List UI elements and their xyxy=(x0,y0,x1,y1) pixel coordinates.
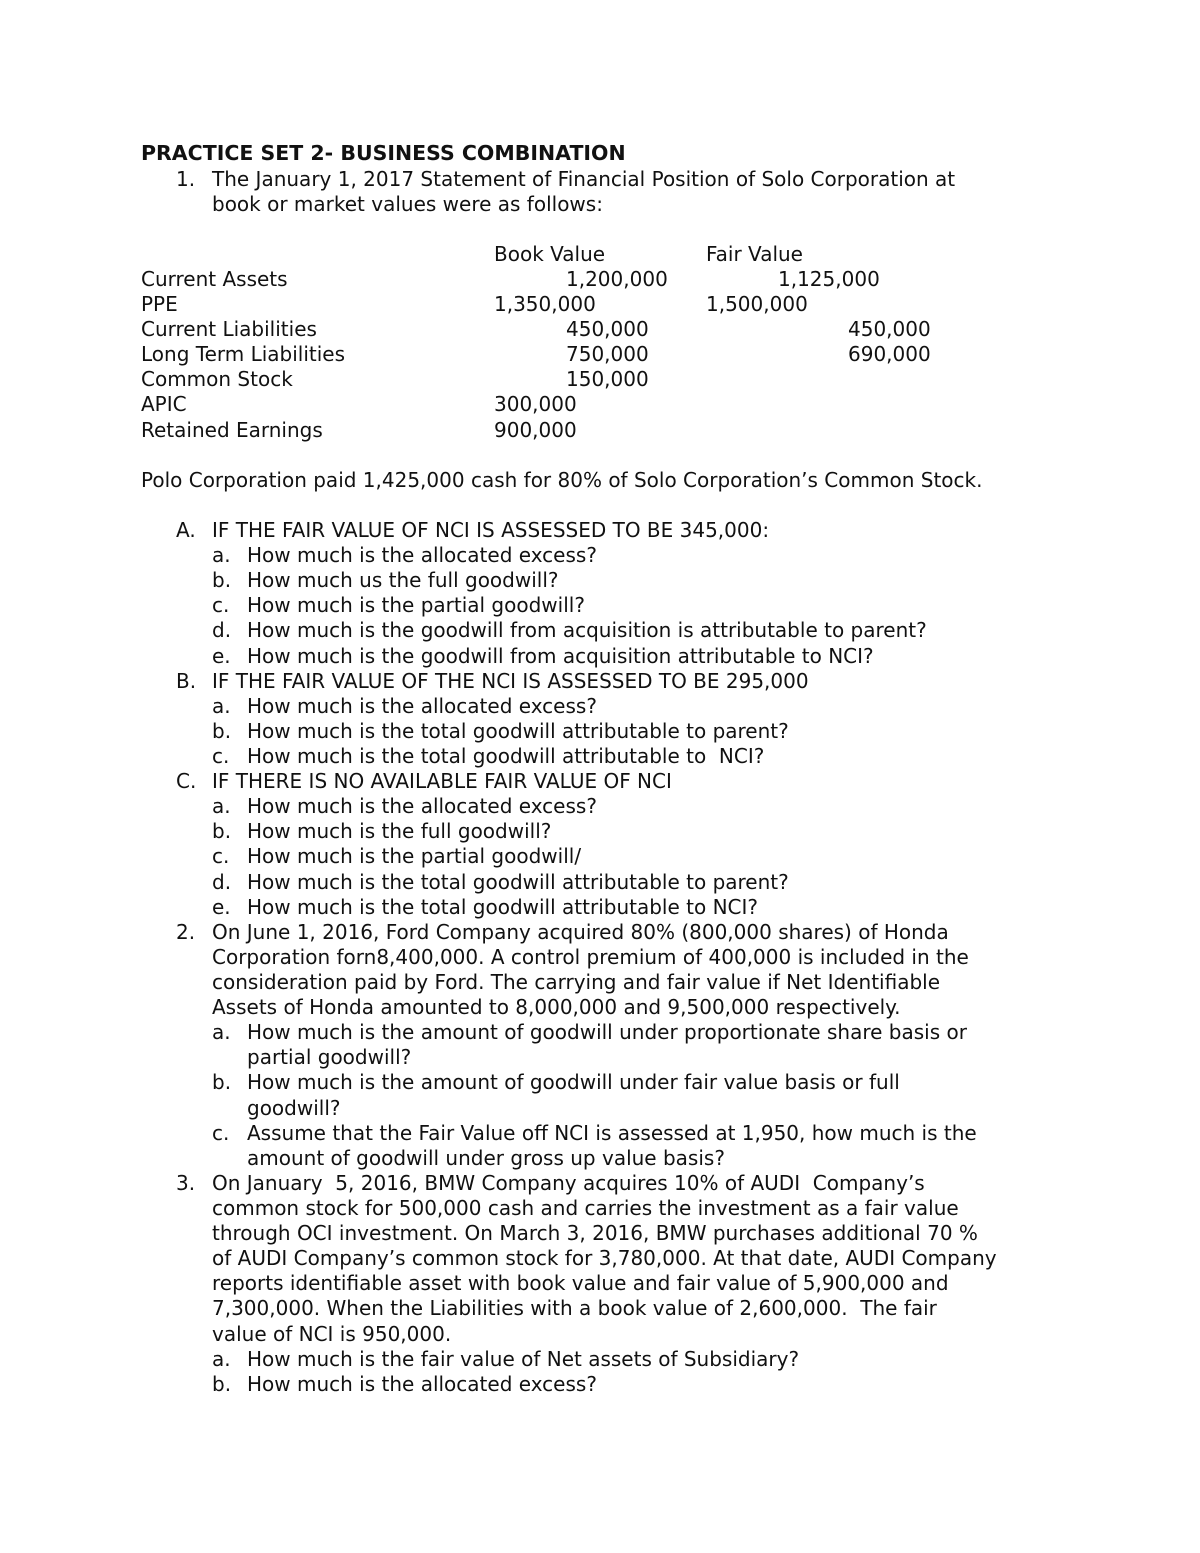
q1-text-line2: book or market values were as follows: xyxy=(212,192,603,216)
list-marker: c. xyxy=(212,593,230,617)
list-item-continued: goodwill? xyxy=(247,1096,341,1120)
list-marker: b. xyxy=(212,719,232,743)
table-row-label: Long Term Liabilities xyxy=(141,342,346,366)
part-a-letter: A. xyxy=(176,518,196,542)
table-header-book-value: Book Value xyxy=(494,242,606,266)
list-item: How much is the goodwill from acquisition attributable to NCI? xyxy=(247,644,874,668)
q3-text-line: 7,300,000. When the Liabilities with a book value of 2,600,000. The fair xyxy=(212,1296,937,1320)
table-cell-book: 150,000 xyxy=(566,367,649,391)
list-item: How much is the full goodwill? xyxy=(247,819,552,843)
q1-paid-statement: Polo Corporation paid 1,425,000 cash for 80% of Solo Corporation’s Common Stock. xyxy=(141,468,983,492)
list-item: How much is the allocated excess? xyxy=(247,694,597,718)
list-item: How much is the fair value of Net assets of Subsidiary? xyxy=(247,1347,800,1371)
list-marker: a. xyxy=(212,1347,231,1371)
table-cell-book: 1,200,000 xyxy=(566,267,668,291)
list-item: How much is the amount of goodwill under proportionate share basis or xyxy=(247,1020,967,1044)
q2-text-line: Corporation forn8,400,000. A control premium of 400,000 is included in the xyxy=(212,945,969,969)
part-b-heading: IF THE FAIR VALUE OF THE NCI IS ASSESSED TO BE 295,000 xyxy=(212,669,809,693)
list-marker: c. xyxy=(212,1121,230,1145)
table-cell-fair: 690,000 xyxy=(848,342,931,366)
table-row-label: PPE xyxy=(141,292,178,316)
list-marker: e. xyxy=(212,895,231,919)
list-item: How much is the allocated excess? xyxy=(247,1372,597,1396)
list-marker: e. xyxy=(212,644,231,668)
q2-number: 2. xyxy=(176,920,196,944)
list-item: How much us the full goodwill? xyxy=(247,568,559,592)
part-a-heading: IF THE FAIR VALUE OF NCI IS ASSESSED TO BE 345,000: xyxy=(212,518,770,542)
part-b-letter: B. xyxy=(176,669,197,693)
table-cell-book: 900,000 xyxy=(494,418,577,442)
list-marker: a. xyxy=(212,1020,231,1044)
table-cell-fair: 450,000 xyxy=(848,317,931,341)
list-item: How much is the allocated excess? xyxy=(247,543,597,567)
list-item-continued: amount of goodwill under gross up value basis? xyxy=(247,1146,725,1170)
list-marker: b. xyxy=(212,1372,232,1396)
list-marker: c. xyxy=(212,744,230,768)
list-item-continued: partial goodwill? xyxy=(247,1045,412,1069)
list-marker: c. xyxy=(212,844,230,868)
q3-number: 3. xyxy=(176,1171,196,1195)
table-row-label: Current Liabilities xyxy=(141,317,317,341)
part-c-letter: C. xyxy=(176,769,197,793)
list-item: How much is the total goodwill attributable to NCI? xyxy=(247,895,759,919)
q3-text-line: reports identifiable asset with book value and fair value of 5,900,000 and xyxy=(212,1271,949,1295)
part-c-heading: IF THERE IS NO AVAILABLE FAIR VALUE OF NCI xyxy=(212,769,672,793)
table-row-label: APIC xyxy=(141,392,187,416)
list-marker: d. xyxy=(212,870,232,894)
q2-text-line: consideration paid by Ford. The carrying and fair value if Net Identifiable xyxy=(212,970,941,994)
q2-text-line: On June 1, 2016, Ford Company acquired 80% (800,000 shares) of Honda xyxy=(212,920,949,944)
list-marker: a. xyxy=(212,543,231,567)
table-row-label: Retained Earnings xyxy=(141,418,323,442)
table-cell-fair: 1,125,000 xyxy=(778,267,880,291)
list-item: How much is the partial goodwill/ xyxy=(247,844,582,868)
table-header-fair-value: Fair Value xyxy=(706,242,803,266)
list-item: How much is the total goodwill attributable to parent? xyxy=(247,719,789,743)
list-marker: d. xyxy=(212,618,232,642)
table-cell-book: 1,350,000 xyxy=(494,292,596,316)
table-row-label: Common Stock xyxy=(141,367,293,391)
table-cell-book: 300,000 xyxy=(494,392,577,416)
q3-text-line: On January 5, 2016, BMW Company acquires 10% of AUDI Company’s xyxy=(212,1171,925,1195)
q2-text-line: Assets of Honda amounted to 8,000,000 and 9,500,000 respectively. xyxy=(212,995,901,1019)
list-marker: a. xyxy=(212,794,231,818)
table-cell-fair: 1,500,000 xyxy=(706,292,808,316)
list-item: Assume that the Fair Value off NCI is assessed at 1,950, how much is the xyxy=(247,1121,977,1145)
q3-text-line: common stock for 500,000 cash and carries the investment as a fair value xyxy=(212,1196,959,1220)
list-marker: b. xyxy=(212,1070,232,1094)
list-marker: b. xyxy=(212,819,232,843)
page-title: PRACTICE SET 2- BUSINESS COMBINATION xyxy=(141,141,626,165)
list-item: How much is the allocated excess? xyxy=(247,794,597,818)
q3-text-line: through OCI investment. On March 3, 2016, BMW purchases additional 70 % xyxy=(212,1221,978,1245)
q1-text-line1: The January 1, 2017 Statement of Financial Position of Solo Corporation at xyxy=(212,167,956,191)
list-marker: b. xyxy=(212,568,232,592)
list-item: How much is the goodwill from acquisition is attributable to parent? xyxy=(247,618,927,642)
q3-text-line: value of NCI is 950,000. xyxy=(212,1322,452,1346)
table-cell-book: 750,000 xyxy=(566,342,649,366)
list-item: How much is the total goodwill attributable to parent? xyxy=(247,870,789,894)
list-item: How much is the amount of goodwill under fair value basis or full xyxy=(247,1070,900,1094)
table-row-label: Current Assets xyxy=(141,267,288,291)
q1-number: 1. xyxy=(176,167,196,191)
list-item: How much is the partial goodwill? xyxy=(247,593,585,617)
list-item: How much is the total goodwill attributable to NCI? xyxy=(247,744,765,768)
q3-text-line: of AUDI Company’s common stock for 3,780,000. At that date, AUDI Company xyxy=(212,1246,997,1270)
list-marker: a. xyxy=(212,694,231,718)
table-cell-book: 450,000 xyxy=(566,317,649,341)
